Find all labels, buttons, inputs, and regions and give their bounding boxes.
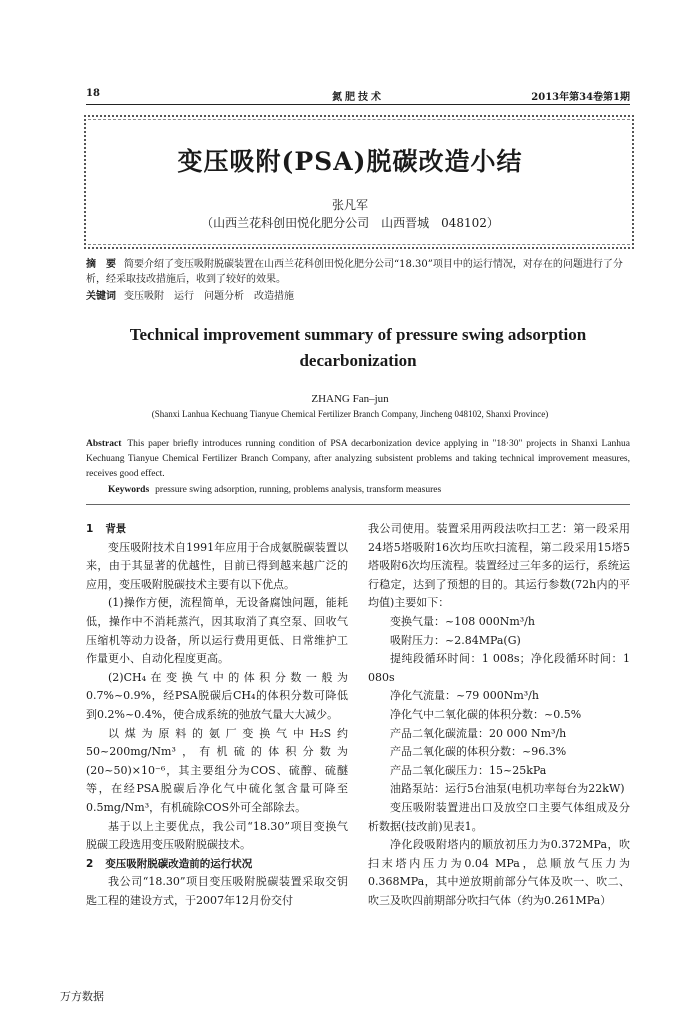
body-paragraph: 产品二氧化碳压力：15~25kPa	[390, 763, 547, 777]
abstract-cn-text: 简要介绍了变压吸附脱碳装置在山西兰花科创田悦化肥分公司“18.30”项目中的运行情况，对存在的问题进行了分析，经采取技改措施后，收到了较好的效果。	[86, 259, 623, 285]
running-header	[86, 88, 630, 102]
body-column-right	[368, 520, 630, 910]
abstract-en-label: Abstract	[86, 439, 122, 449]
keyword-cn: 变压吸附	[124, 291, 164, 302]
section-number: 2	[86, 857, 94, 870]
body-paragraph: 变压吸附技术自1991年应用于合成氨脱碳装置以来，由于其显著的优越性，目前已得到越来越广泛的应用，变压吸附脱碳技术主要有以下优点。	[86, 540, 348, 591]
section-title: 背景	[105, 523, 127, 535]
author-cn: 张凡军	[331, 198, 368, 212]
keywords-en-text: pressure swing adsorption, running, problems analysis, transform measures	[155, 485, 442, 495]
body-paragraph: 我公司“18.30”项目变压吸附脱碳装置采取交钥匙工程的建设方式，于2007年12月份交付	[86, 875, 348, 907]
body-paragraph: 吸附压力：~2.84MPa(G)	[390, 633, 521, 647]
keywords-en-label: Keywords	[108, 485, 150, 495]
body-paragraph: (2)CH₄在变换气中的体积分数一般为0.7%~0.9%，经PSA脱碳后CH₄的体积分数可降低到0.2%~0.4%，使合成系统的弛放气量大大减少。	[86, 670, 348, 721]
keywords-cn	[86, 289, 630, 304]
body-paragraph: 提纯段循环时间：1 008s；净化段循环时间：1 080s	[368, 652, 630, 684]
title-cn: 变压吸附(PSA)脱碳改造小结	[177, 147, 523, 176]
body-paragraph: (1)操作方便，流程简单，无设备腐蚀问题，能耗低，操作中不消耗蒸汽，因其取消了真空泵、回收气压缩机等动力设备，所以运行费用更低、日常维护工作量更小、自动化程度更高。	[86, 596, 348, 666]
abstract-cn	[86, 257, 630, 287]
body-paragraph: 净化气流量：~79 000Nm³/h	[390, 689, 539, 703]
section-heading	[86, 855, 348, 874]
section-divider	[86, 504, 630, 505]
body-paragraph: 我公司使用。装置采用两段法吹扫工艺：第一段采用24塔5塔吸附16次均压吹扫流程，第二段采用15塔5塔吸附6次均压流程。装置经过三年多的运行，系统运行稳定，达到了预想的目的。其运行参数(72h内的平均值)主要如下：	[368, 522, 630, 610]
body-paragraph: 以煤为原料的氨厂变换气中H₂S约50~200mg/Nm³，有机硫的体积分数为(20~50)×10⁻⁶，其主要组分为COS、硫醇、硫醚等，在经PSA脱碳后净化气中硫化氢含量可降至0.5mg/Nm³，有机硫除COS外可全部除去。	[86, 726, 348, 814]
section-title: 变压吸附脱碳改造前的运行状况	[105, 857, 253, 870]
affiliation-en: (Shanxi Lanhua Kechuang Tianyue Chemical Fertilizer Branch Company, Jincheng 048102, Shanxi Province)	[151, 409, 549, 419]
issue-info: 2013年第34卷第1期	[531, 92, 630, 103]
body-paragraph: 基于以上主要优点，我公司“18.30”项目变换气脱碳工段选用变压吸附脱碳技术。	[86, 819, 348, 852]
section-number: 1	[86, 523, 94, 535]
body-paragraph: 产品二氧化碳的体积分数：~96.3%	[390, 745, 567, 759]
page-number: 18	[86, 88, 100, 99]
journal-name: 氮肥技术	[332, 92, 384, 103]
abstract-cn-label: 摘 要	[86, 259, 116, 270]
keywords-en	[108, 485, 628, 495]
watermark-text: 万方数据	[60, 990, 104, 1003]
body-paragraph: 净化段吸附塔内的顺放初压力为0.372MPa，吹扫末塔内压力为0.04 MPa，总顺放气压力为0.368MPa，其中逆放期前部分气体及吹一、吹二、吹三及吹四前期部分吹扫气体（约为0.261MPa）	[368, 838, 630, 907]
body-column-left	[86, 520, 348, 910]
abstract-en-text: This paper briefly introduces running condition of PSA decarbonization device applying in "18·30" projects in Shanxi Lanhua Kechuang Tianyue Chemical Fertilizer Branch Company, after analyzing subsistent problems and taking technical improvement measures, receives good effect.	[86, 439, 630, 479]
body-paragraph: 产品二氧化碳流量：20 000 Nm³/h	[390, 726, 567, 740]
keyword-cn: 问题分析	[204, 291, 244, 302]
keyword-cn: 运行	[174, 291, 194, 302]
body-paragraph: 变压吸附装置进出口及放空口主要气体组成及分析数据(技改前)见表1。	[368, 800, 630, 833]
body-paragraph: 变换气量：~108 000Nm³/h	[390, 614, 535, 628]
body-paragraph: 油路泵站：运行5台油泵(电机功率每台为22kW)	[390, 782, 625, 796]
keywords-cn-label: 关键词	[86, 291, 116, 302]
affiliation-cn: （山西兰花科创田悦化肥分公司 山西晋城 048102）	[201, 216, 499, 230]
body-paragraph: 净化气中二氧化碳的体积分数：~0.5%	[390, 707, 582, 721]
section-heading	[86, 520, 348, 539]
title-en: Technical improvement summary of pressure swing adsorption decarbonization	[129, 325, 587, 370]
author-en: ZHANG Fan–jun	[311, 393, 389, 405]
header-rule	[86, 104, 630, 105]
keyword-cn: 改造措施	[254, 291, 294, 302]
abstract-en	[86, 437, 630, 482]
